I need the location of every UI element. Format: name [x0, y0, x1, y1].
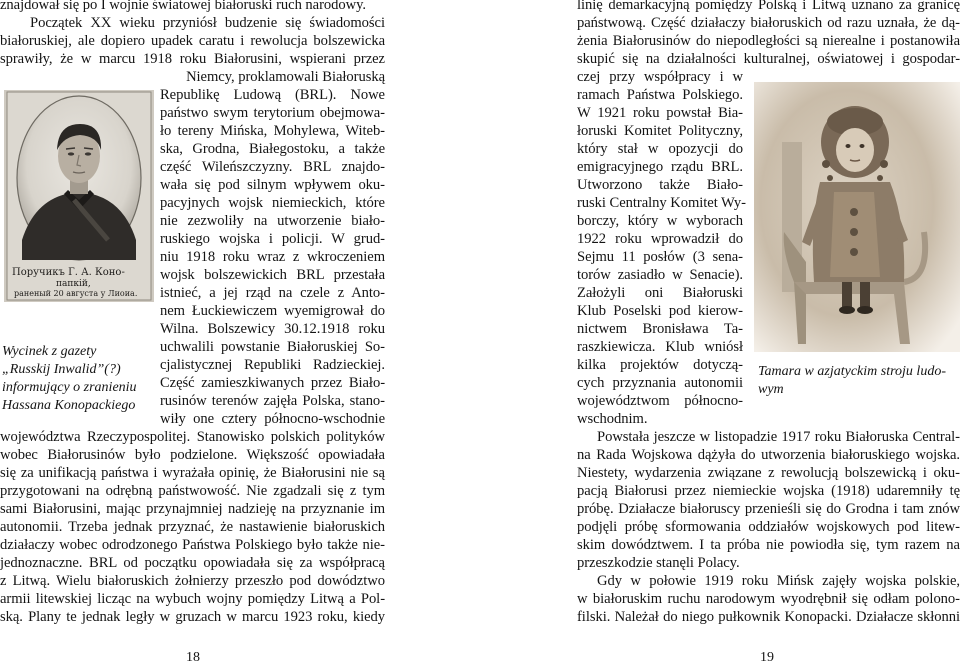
text-line: cjalistycznej Republiki Radzieckiej.	[160, 357, 385, 373]
text-line: się za unifikacją państwa i wyrażała opinię, że Białorusini nie są	[0, 465, 385, 481]
text-line: podjęli próbę sformowania oddziałów wojskowych pod litew-	[577, 519, 960, 535]
text-line: wojsk bolszewickich BRL przestała	[160, 267, 385, 283]
text-line: wobec Białorusinów było podzielone. Większość opowiadała	[0, 447, 385, 463]
clipping-caption-line: Поручикъ Г. А. Коно-	[12, 267, 125, 278]
text-line: Niemcy, proklamowali Białoruską	[186, 69, 385, 85]
text-line: Część zamieszkiwanych przez Biało-	[160, 375, 385, 391]
text-line: torów zasiadło w Senacie).	[577, 267, 743, 283]
text-line: Powstała jeszcze w listopadzie 1917 roku Białoruska Central-	[597, 429, 960, 445]
text-line: ską. Plany te jednak legły w gruzach w marcu 1923 roku, kiedy	[0, 609, 385, 625]
photo-caption-line: Tamara w azjatyckim stroju ludo-	[758, 364, 946, 379]
photo-caption-line: wym	[758, 382, 784, 397]
text-line: pacją Białorusi przez niemieckie wojska (1918) udaremniły tę	[577, 483, 960, 499]
text-line: sami Białorusini, mając przynajmniej nadzieję na przyznanie im	[0, 501, 385, 517]
text-line: Początek XX wieku przyniósł budzenie się świadomości	[30, 15, 385, 31]
text-line: Klub Poselski pod kierow-	[577, 303, 743, 319]
text-line: przeszkodzie stanęli Polacy.	[577, 555, 740, 571]
text-line: rusinów terenów zajęła Polska, stano-	[160, 393, 385, 409]
text-line: żenia Białorusinów do niepodległości są nierealne i postanowiła	[577, 33, 960, 49]
text-line: łoruski Komitet Polityczny,	[577, 123, 743, 139]
text-line: wała się pod silnym wpływem oku-	[160, 177, 385, 193]
text-line: z Litwą. Wielu białoruskich żołnierzy przeszło pod dowództwo	[0, 573, 385, 589]
text-line: jednoznaczne. BRL od początku opowiadała się za współpracą	[0, 555, 385, 571]
text-line: nie zezwoliły na utworzenie biało-	[160, 213, 385, 229]
text-line: państwową. Część działaczy białoruskich od razu uznała, że dą-	[577, 15, 960, 31]
text-line: ska, Grodna, Białegostoku, a także	[160, 141, 385, 157]
text-line: nem Łuckiewiczem wyemigrował do	[160, 303, 385, 319]
text-line: niu 1918 roku wraz z wkroczeniem	[160, 249, 385, 265]
text-line: sprawiły, że w marcu 1918 roku Białorusini, wspierani przez	[0, 51, 385, 67]
text-line: cych przyznania autonomii	[577, 375, 743, 391]
clipping-caption-line: раненый 20 августа у Лиоиа.	[14, 289, 138, 298]
text-line: skupić się na działalności kulturalnej, oświatowej i gospodar-	[577, 51, 960, 67]
text-line: borczy, który w wyborach	[577, 213, 743, 229]
text-line: znajdował się po I wojnie światowej białoruski ruch narodowy.	[0, 0, 367, 13]
text-line: województwom północno-	[577, 393, 743, 409]
right-page	[480, 0, 960, 667]
text-line: Republikę Ludową (BRL). Nowe	[160, 87, 385, 103]
text-line: ramach Państwa Polskiego.	[577, 87, 743, 103]
text-line: czej przy współpracy i w	[577, 69, 743, 85]
text-line: istnieć, a jej rząd na czele z Anto-	[160, 285, 385, 301]
text-line: uchwalili powstanie Białoruskiej So-	[160, 339, 385, 355]
text-line: na Rada Wojskowa dążyła do utworzenia białoruskiego wojska.	[577, 447, 960, 463]
photo-caption-line: informujący o zranieniu	[2, 380, 137, 395]
text-line: Sejmu 11 posłów (3 sena-	[577, 249, 743, 265]
photo-caption-line: Wycinek z gazety	[2, 344, 97, 359]
text-line: Wilna. Bolszewicy 30.12.1918 roku	[160, 321, 385, 337]
text-line: białoruskiej, ale dopiero upadek caratu i rewolucja bolszewicka	[0, 33, 385, 49]
text-line: linię demarkacyjną pomiędzy Polską i Litwą uznano za granicę	[577, 0, 960, 13]
text-line: działaczy wobec odrodzonego Państwa Polskiego było także nie-	[0, 537, 385, 553]
text-line: nictwem Bronisława Ta-	[577, 321, 743, 337]
text-line: W 1921 roku powstał Bia-	[577, 105, 743, 121]
photo-caption-line: „Russkij Inwalid”(?)	[2, 362, 121, 377]
child-portrait-photo	[754, 82, 960, 352]
text-line: ło tereny Mińska, Mohylewa, Witeb-	[160, 123, 385, 139]
text-line: próbę. Działacze białoruscy przenieśli się do Grodna i tam znów	[577, 501, 960, 517]
text-line: wschodnim.	[577, 411, 648, 427]
text-line: państwo swym terytorium obejmowa-	[160, 105, 385, 121]
text-line: przygotowani na odrębną państwowość. Nie zgadzali się z tym	[0, 483, 385, 499]
text-line: Utworzono także Biało-	[577, 177, 743, 193]
text-line: wiły one cztery północno-wschodnie	[160, 411, 385, 427]
photo-caption-line: Hassana Konopackiego	[2, 398, 136, 413]
text-line: filski. Należał do niego pułkownik Konopacki. Działacze skłonni	[577, 609, 960, 625]
text-line: Niestety, wydarzenia związane z rewolucją bolszewicką i oku-	[577, 465, 960, 481]
text-line: województwa Rzeczypospolitej. Stanowisko polskich polityków	[0, 429, 385, 445]
text-line: armii litewskiej licząc na wybuch wojny pomiędzy Litwą a Pol-	[0, 591, 385, 607]
text-line: kilka projektów dotyczą-	[577, 357, 743, 373]
text-line: ruski Centralny Komitet Wy-	[577, 195, 746, 211]
page-number: 19	[760, 650, 774, 665]
text-line: ruskiego wojska i policji. W grud-	[160, 231, 385, 247]
page-number: 18	[186, 650, 200, 665]
clipping-caption-line: папкій,	[56, 279, 91, 289]
text-line: pacyjnych wojsk niemieckich, które	[160, 195, 385, 211]
text-line: raszkiewicza. Klub wniósł	[577, 339, 743, 355]
text-line: w białoruskim ruchu narodowym wyodrębnił się odłam polono-	[577, 591, 960, 607]
text-line: 1922 roku wprowadził do	[577, 231, 743, 247]
newspaper-clipping-photo	[4, 90, 154, 302]
text-line: emigracyjnego rządu BRL.	[577, 159, 743, 175]
text-line: Gdy w połowie 1919 roku Mińsk zajęły wojska polskie,	[597, 573, 960, 589]
text-line: Założyli oni Białoruski	[577, 285, 743, 301]
text-line: skim dowództwem. I ta próba nie powiodła się, tym razem na	[577, 537, 960, 553]
text-line: który stał w opozycji do	[577, 141, 743, 157]
text-line: część Wileńszczyzny. BRL znajdo-	[160, 159, 385, 175]
text-line: autonomii. Trzeba jednak przyznać, że nastawienie białoruskich	[0, 519, 385, 535]
